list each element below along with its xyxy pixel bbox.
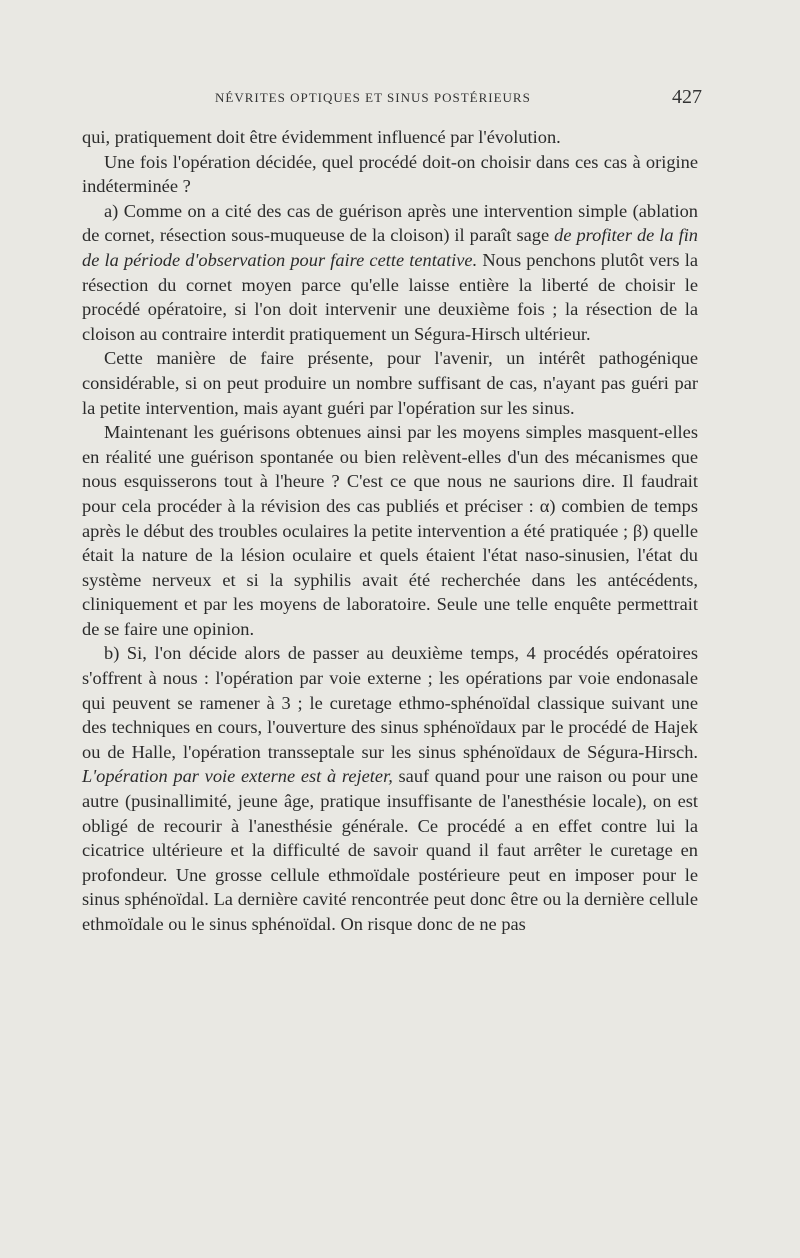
paragraph: [82, 199, 698, 347]
paragraph-text: a) Comme on a cité des cas de guérison après une intervention simple (ablation de cornet, résection sous-muqueuse de la cloison) il paraît sage: [82, 200, 698, 246]
paragraph-text: Cette manière de faire présente, pour l'avenir, un intérêt pathogénique considérable, si on peut produire un nombre suffisant de cas, n'ayant pas guéri par la petite intervention, mais ayant guéri par l'opération sur les sinus.: [82, 348, 698, 418]
italic-text: de profiter de la fin de la période d'observation pour faire cette tentative.: [82, 225, 698, 270]
paragraph: [82, 346, 698, 420]
page-header: [82, 86, 702, 114]
paragraph-text: b) Si, l'on décide alors de passer au deuxième temps, 4 procédés opératoires s'offrent à nous : l'opération par voie externe ; les opérations par voie endonasale qui peuvent se ramener à 3 ; le curetage ethmo-sphénoïdal classique suivant une des techniques en cours, l'ouverture des sinus sphénoïdaux par le procédé de Hajek ou de Halle, l'opération transseptale sur les sinus sphénoïdaux de Ségura-Hirsch.: [82, 643, 698, 762]
paragraph: [82, 150, 698, 199]
paragraph: [82, 641, 698, 936]
italic-text: L'opération par voie externe est à rejeter,: [82, 766, 393, 787]
running-title: NÉVRITES OPTIQUES ET SINUS POSTÉRIEURS: [215, 90, 531, 105]
body-text: [82, 125, 698, 937]
paragraph-text: sauf quand pour une raison ou pour une autre (pusinallimité, jeune âge, pratique insuffisante de l'anesthésie locale), on est obligé de recourir à l'anesthésie générale. Ce procédé a en effet contre lui la cicatrice ultérieure et la difficulté de savoir quand il faut arrêter le curetage en profondeur. Une grosse cellule ethmoïdale postérieure peut en imposer pour le sinus sphénoïdal. La dernière cavité rencontrée peut donc être ou la dernière cellule ethmoïdale ou le sinus sphénoïdal. On risque donc de ne pas: [82, 766, 698, 934]
paragraph-text: Nous penchons plutôt vers la résection du cornet moyen parce qu'elle laisse entière la liberté de choisir le procédé opératoire, si l'on doit intervenir une deuxième fois ; la résection de la cloison au contraire interdit pratiquement un Ségura-Hirsch ultérieur.: [82, 249, 698, 344]
paragraph-text: Maintenant les guérisons obtenues ainsi par les moyens simples masquent-elles en réalité une guérison spontanée ou bien relèvent-elles d'un des mécanismes que nous esquisserons tout à l'heure ? C'est ce que nous ne saurions dire. Il faudrait pour cela procéder à la révision des cas publiés et préciser : α) combien de temps après le début des troubles oculaires la petite intervention a été pratiquée ; β) quelle était la nature de la lésion oculaire et quels étaient l'état naso-sinusien, l'état du système nerveux et si la syphilis avait été recherchée dans les antécédents, cliniquement et par les moyens de laboratoire. Seule une telle enquête permettrait de se faire une opinion.: [82, 422, 698, 639]
paragraph: [82, 420, 698, 641]
paragraph: [82, 125, 698, 150]
paragraph-text: qui, pratiquement doit être évidemment influencé par l'évolution.: [82, 127, 561, 147]
paragraph-text: Une fois l'opération décidée, quel procédé doit-on choisir dans ces cas à origine indéterminée ?: [82, 151, 698, 197]
page-number: 427: [672, 86, 702, 108]
